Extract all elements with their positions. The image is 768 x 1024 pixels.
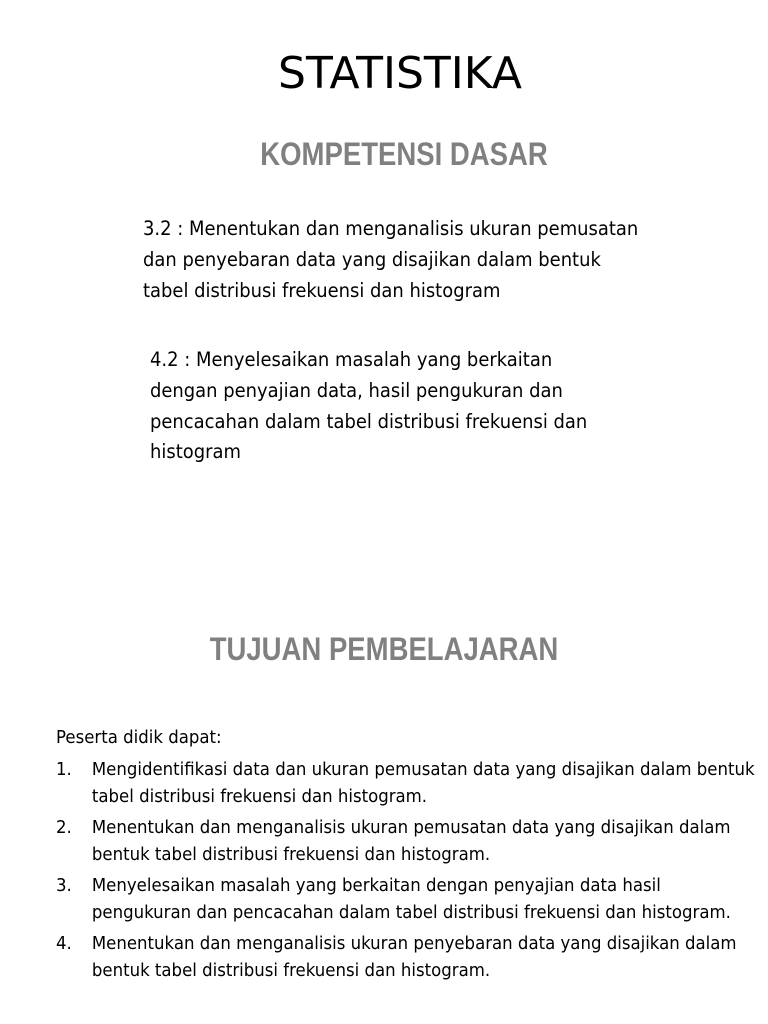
tujuan-list <box>56 756 764 988</box>
kompetensi-item-4-2: 4.2 : Menyelesaikan masalah yang berkaitan dengan penyajian data, hasil pengukuran dan pencacahan dalam tabel distribusi frekuensi dan histogram <box>150 348 588 464</box>
tujuan-intro: Peserta didik dapat: <box>56 727 222 748</box>
list-item <box>56 872 764 926</box>
list-item-number: 2. <box>56 817 72 838</box>
list-item-text: Menentukan dan menganalisis ukuran pemusatan data yang disajikan dalam bentuk tabel distribusi frekuensi dan histogram. <box>91 817 731 865</box>
list-item <box>56 930 764 984</box>
kompetensi-dasar-heading: KOMPETENSI DASAR <box>260 136 548 172</box>
list-item-text: Menentukan dan menganalisis ukuran penyebaran data yang disajikan dalam bentuk tabel distribusi frekuensi dan histogram. <box>91 933 737 981</box>
list-item-text: Menyelesaikan masalah yang berkaitan dengan penyajian data hasil pengukuran dan pencacahan dalam tabel distribusi frekuensi dan histogram. <box>91 875 731 923</box>
list-item-number: 1. <box>56 759 72 780</box>
list-item <box>56 756 764 810</box>
list-item-number: 3. <box>56 875 72 896</box>
page-title: STATISTIKA <box>278 48 522 99</box>
list-item <box>56 814 764 868</box>
list-item-number: 4. <box>56 933 72 954</box>
kompetensi-item-3-2: 3.2 : Menentukan dan menganalisis ukuran pemusatan dan penyebaran data yang disajikan dalam bentuk tabel distribusi frekuensi dan histogram <box>143 217 639 302</box>
list-item-text: Mengidentifikasi data dan ukuran pemusatan data yang disajikan dalam bentuk tabel distribusi frekuensi dan histogram. <box>91 759 755 807</box>
tujuan-pembelajaran-heading: TUJUAN PEMBELAJARAN <box>209 631 559 667</box>
